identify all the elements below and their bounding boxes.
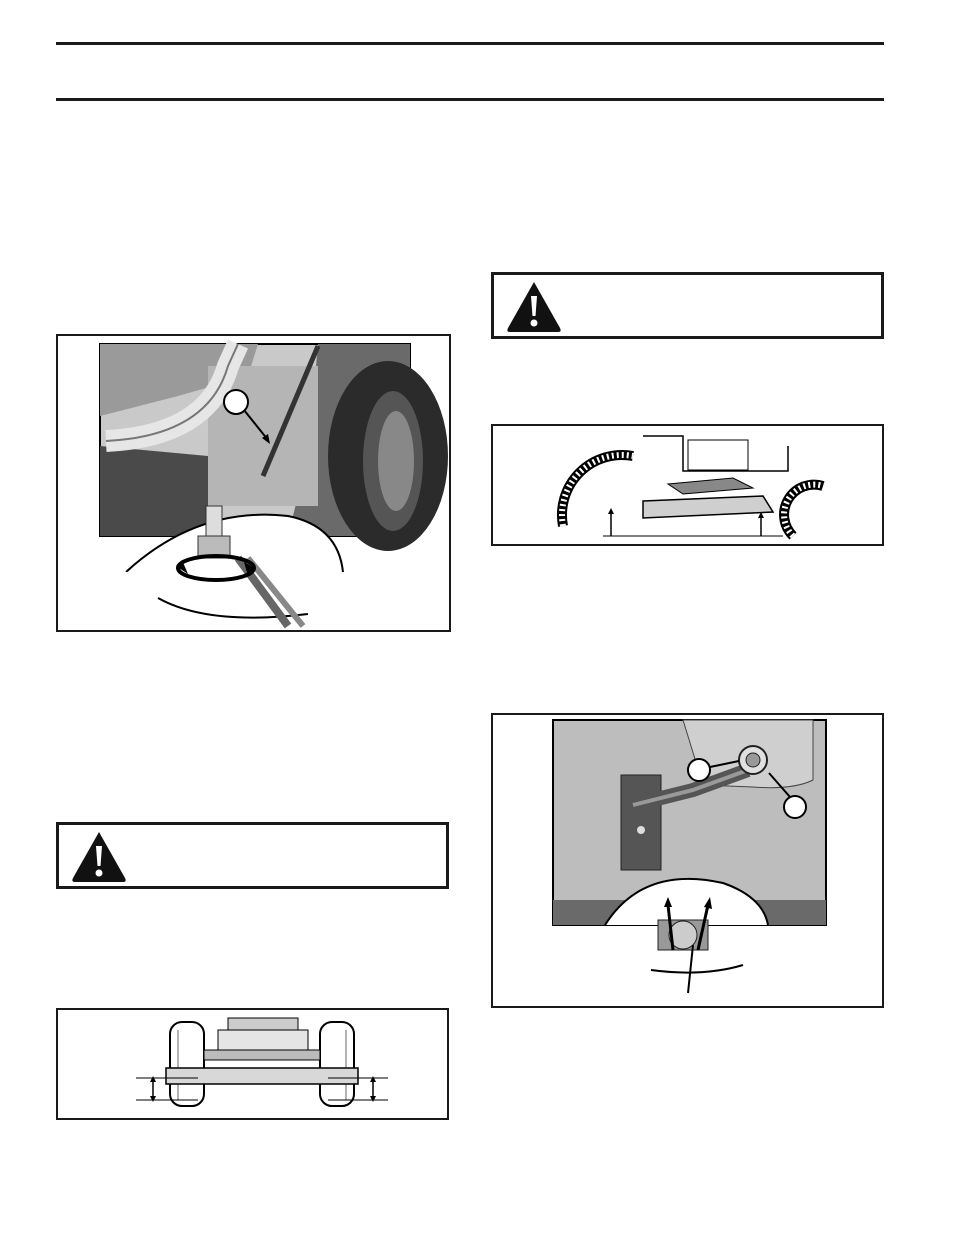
- header-bottom-rule: [56, 98, 884, 101]
- deck-side-illustration: [493, 426, 882, 544]
- warning-box-bottom: [56, 822, 449, 889]
- bolt-adjust-illustration: [493, 715, 882, 1006]
- warning-triangle-icon: [504, 278, 564, 334]
- deck-front-illustration: [58, 1010, 447, 1118]
- cable-adjustment-illustration: [58, 336, 449, 630]
- header-top-rule: [56, 42, 884, 45]
- figure-deck-front-level: [56, 1008, 449, 1120]
- figure-deck-bolt-adjust: [491, 713, 884, 1008]
- figure-cable-adjustment: [56, 334, 451, 632]
- figure-deck-side-level: [491, 424, 884, 546]
- warning-box-top: [491, 272, 884, 339]
- warning-triangle-icon: [69, 828, 129, 884]
